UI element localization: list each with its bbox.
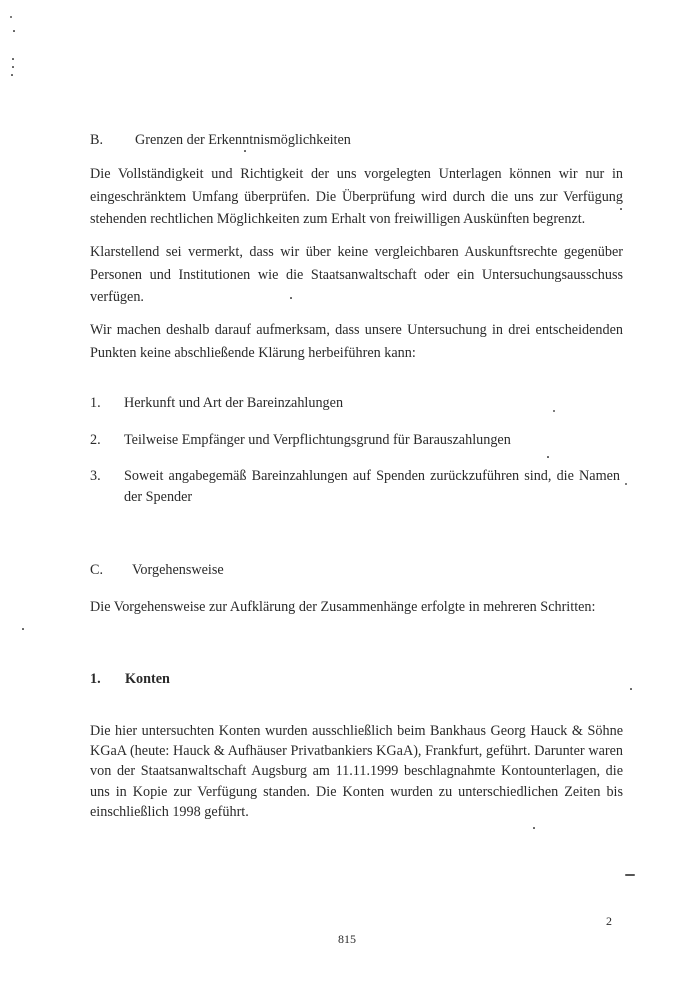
list-item-text: Herkunft und Art der Bareinzahlungen	[124, 395, 344, 411]
paragraph-line: stehenden rechtlichen Möglichkeiten zum Erhalt von freiwilligen Auskünften begrenzt.	[90, 211, 586, 227]
scan-speck	[10, 16, 12, 18]
scan-speck	[625, 483, 627, 485]
scan-speck	[244, 150, 246, 152]
list-item-text: Teilweise Empfänger und Verpflichtungsgrund für Barauszahlungen	[124, 432, 511, 448]
scan-speck	[290, 297, 292, 299]
scan-speck	[11, 74, 13, 76]
list-item-number: 3.	[90, 468, 101, 484]
scan-speck	[13, 30, 15, 32]
scan-speck	[553, 410, 555, 412]
paragraph-line: KGaA (heute: Hauck & Aufhäuser Privatbankiers KGaA), Frankfurt, geführt. Darunter waren	[90, 743, 623, 760]
paragraph-line: Punkten keine abschließende Klärung herbeiführen kann:	[90, 344, 416, 361]
scan-speck	[12, 66, 14, 68]
paragraph-line: uns in Kopie zur Verfügung standen. Die Konten wurden zu unterschiedlichen Zeiten bis	[90, 783, 623, 800]
paragraph-line: Die Vollständigkeit und Richtigkeit der uns vorgelegten Unterlagen können wir nur in	[90, 166, 623, 182]
paragraph-4: Die Vorgehensweise zur Aufklärung der Zusammenhänge erfolgte in mehreren Schritten:	[90, 599, 596, 615]
list-item-number: 2.	[90, 432, 101, 448]
paragraph-line: Personen und Institutionen wie die Staatsanwaltschaft oder ein Untersuchungsausschuss	[90, 266, 623, 283]
scan-mark	[625, 874, 635, 876]
section-c-letter: C.	[90, 562, 104, 578]
subsection-title: Konten	[125, 671, 170, 687]
page-number-bottom: 815	[338, 932, 356, 946]
paragraph-line: Klarstellend sei vermerkt, dass wir über keine vergleichbaren Auskunftsrechte gegenüber	[90, 244, 623, 260]
list-item-number: 1.	[90, 395, 101, 411]
paragraph-line: von der Staatsanwaltschaft Augsburg am 11.11.1999 beschlagnahmte Kontounterlagen, die	[90, 763, 623, 780]
scan-speck	[533, 827, 535, 829]
scan-speck	[630, 688, 632, 690]
scan-speck	[547, 456, 549, 458]
list-item-text: der Spender	[124, 489, 193, 505]
subsection-number: 1.	[90, 671, 101, 687]
paragraph-line: eingeschränktem Umfang überprüfen. Die Überprüfung wird durch die uns zur Verfügung	[90, 188, 623, 205]
paragraph-line: Wir machen deshalb darauf aufmerksam, dass unsere Untersuchung in drei entscheidenden	[90, 322, 623, 338]
paragraph-2	[90, 241, 623, 309]
page-number-right: 2	[606, 914, 612, 928]
section-b-title: Grenzen der Erkenntnismöglichkeiten	[135, 132, 351, 148]
scan-speck	[22, 628, 24, 630]
list-item-text: Soweit angabegemäß Bareinzahlungen auf Spenden zurückzuführen sind, die Namen	[124, 468, 620, 484]
paragraph-line: einschließlich 1998 geführt.	[90, 803, 249, 820]
paragraph-line: Die hier untersuchten Konten wurden ausschließlich beim Bankhaus Georg Hauck & Söhne	[90, 723, 623, 739]
section-c-title: Vorgehensweise	[132, 562, 224, 578]
scan-speck	[12, 58, 14, 60]
section-b-letter: B.	[90, 132, 104, 148]
paragraph-3	[90, 319, 623, 364]
paragraph-line: verfügen.	[90, 289, 144, 305]
paragraph-1	[90, 163, 623, 231]
paragraph-5	[90, 721, 623, 822]
scan-speck	[620, 208, 622, 210]
